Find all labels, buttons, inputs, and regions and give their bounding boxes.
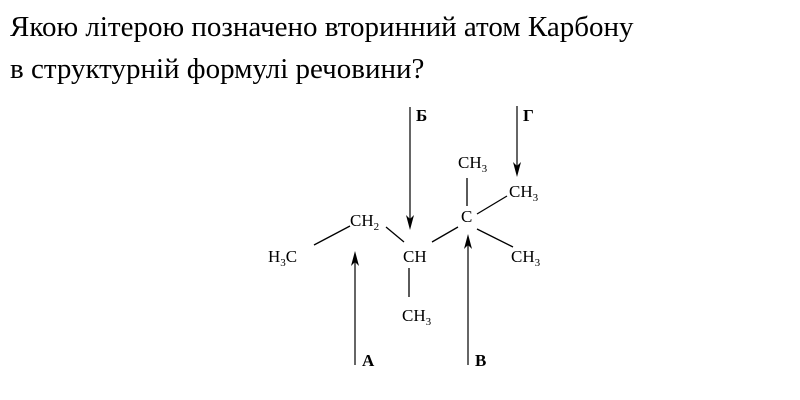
bond-c-ch3-upper-right [477, 196, 507, 214]
label-v: В [475, 351, 487, 370]
bond-ch-c [432, 227, 458, 242]
question-line-1: Якою літерою позначено вторинний атом Карбону [10, 11, 634, 43]
group-ch3-upper-right: $CH_3$ [509, 182, 539, 204]
arrows [355, 106, 517, 365]
group-ch: CH [403, 247, 427, 266]
bond-h3c-ch2 [314, 226, 350, 245]
group-c-quaternary: C [461, 207, 473, 226]
bond-ch2-ch [386, 227, 404, 242]
bond-c-ch3-lower-right [477, 229, 513, 247]
label-a: А [362, 351, 375, 370]
group-ch3-top: $CH_3$ [458, 153, 488, 175]
group-ch3-bottom: $CH_3$ [402, 306, 432, 328]
arrowheads [351, 162, 521, 266]
label-g: Г [523, 106, 534, 125]
question-line-2: в структурній формулі речовини? [10, 53, 425, 85]
label-b: Б [416, 106, 428, 125]
group-h3c: $H_3C$ [268, 247, 298, 269]
bonds [314, 178, 513, 297]
group-ch2: $CH_2$ [350, 211, 380, 233]
group-ch3-lower-right: $CH_3$ [511, 247, 541, 269]
